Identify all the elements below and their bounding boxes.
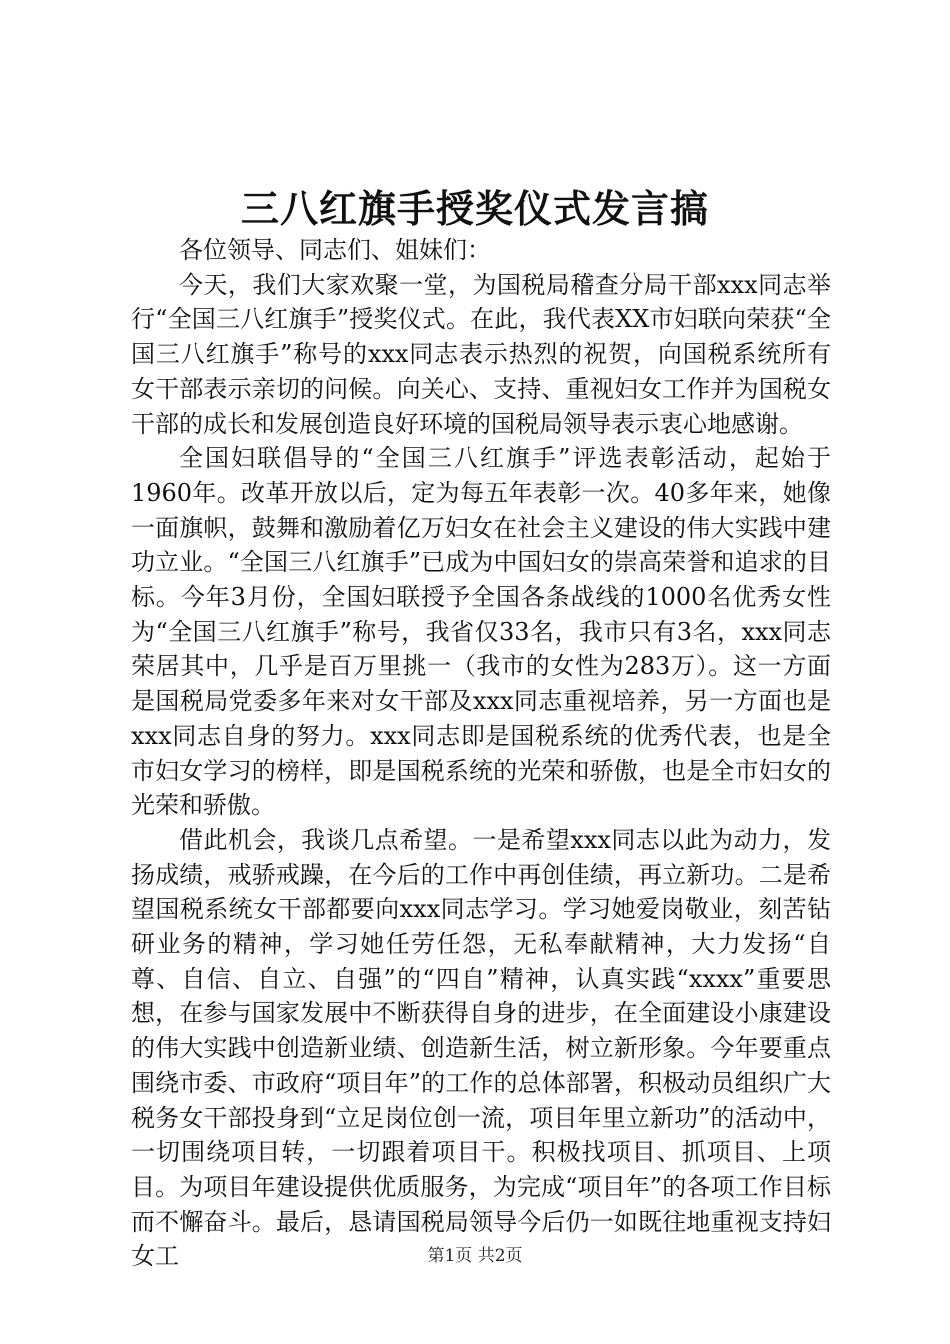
paragraph-2: 全国妇联倡导的“全国三八红旗手”评选表彰活动，起始于1960年。改革开放以后，定为每五年表彰一次。40多年来，她像一面旗帜，鼓舞和激励着亿万妇女在社会主义建设的伟大实践中建功立业。“全国三八红旗手”已成为中国妇女的崇高荣誉和追求的目标。今年3月份，全国妇联授予全国各条战线的1000名优秀女性为“全国三八红旗手”称号，我省仅33名，我市只有3名，xxx同志荣居其中，几乎是百万里挑一（我市的女性为283万）。这一方面是国税局党委多年来对女干部及xxx同志重视培养，另一方面也是xxx同志自身的努力。xxx同志即是国税系统的优秀代表，也是全市妇女学习的榜样，即是国税系统的光荣和骄傲，也是全市妇女的光荣和骄傲。 <box>131 444 831 820</box>
paragraph-1: 今天，我们大家欢聚一堂，为国税局稽查分局干部xxx同志举行“全国三八红旗手”授奖仪式。在此，我代表XX市妇联向荣获“全国三八红旗手”称号的xxx同志表示热烈的祝贺，向国税系统所有女干部表示亲切的问候。向关心、支持、重视妇女工作并为国税女干部的成长和发展创造良好环境的国税局领导表示衷心地感谢。 <box>131 270 831 438</box>
salutation: 各位领导、同志们、姐妹们： <box>179 236 491 264</box>
page-footer: 第1页 共2页 <box>427 1246 523 1266</box>
document-title: 三八红旗手授奖仪式发言搞 <box>240 186 709 231</box>
paragraph-3: 借此机会，我谈几点希望。一是希望xxx同志以此为动力，发扬成绩，戒骄戒躁，在今后的工作中再创佳绩，再立新功。二是希望国税系统女干部都要向xxx同志学习。学习她爱岗敬业，刻苦钻研业务的精神，学习她任劳任怨，无私奉献精神，大力发扬“自尊、自信、自立、自强”的“四自”精神，认真实践“xxxx”重要思想，在参与国家发展中不断获得自身的进步，在全面建设小康建设的伟大实践中创造新业绩、创造新生活，树立新形象。今年要重点围绕市委、市政府“项目年”的工作的总体部署，积极动员组织广大税务女干部投身到“立足岗位创一流，项目年里立新功”的活动中，一切围绕项目转，一切跟着项目干。积极找项目、抓项目、上项目。为项目年建设提供优质服务，为完成“项目年”的各项工作目标而不懈奋斗。最后，恳请国税局领导今后仍一如既往地重视支持妇女工 <box>131 825 831 1271</box>
document-body <box>131 233 831 1274</box>
